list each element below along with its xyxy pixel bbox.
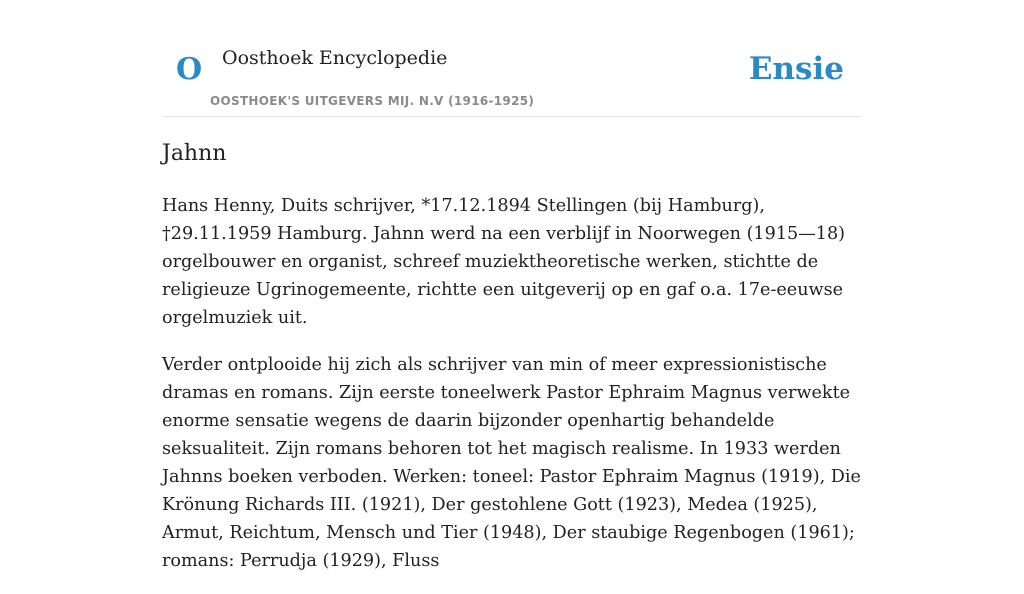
article-paragraph: Hans Henny, Duits schrijver, *17.12.1894 Stellingen (bij Hamburg), †29.11.1959 Hamburg. Jahnn werd na een verblijf in Noorwegen (1915—18) orgelbouwer en organist, schreef muziektheoretische werken, stichtte de religieuze Ugrinogemeente, richtte een uitgeverij op en gaf o.a. 17e-eeuwse orgelmuziek uit. — [162, 196, 846, 328]
brand-logo-link[interactable]: Ensie — [748, 51, 844, 87]
logo-icon[interactable]: O — [176, 52, 203, 87]
site-subtitle: OOSTHOEK'S UITGEVERS MIJ. N.V (1916-1925) — [210, 94, 535, 108]
article-body — [162, 192, 862, 594]
article-title: Jahnn — [162, 141, 227, 166]
site-header — [162, 0, 862, 117]
page-container — [162, 0, 862, 571]
site-title[interactable]: Oosthoek Encyclopedie — [222, 47, 448, 69]
article-paragraph: Verder ontplooide hij zich als schrijver van min of meer expressionistische dramas en romans. Zijn eerste toneelwerk Pastor Ephraim Magnus verwekte enorme sensatie wegens de daarin bijzonder openhartig behandelde seksualiteit. Zijn romans behoren tot het magisch realisme. In 1933 werden Jahnns boeken verboden. Werken: toneel: Pastor Ephraim Magnus (1919), Die Krönung Richards III. (1921), Der gestohlene Gott (1923), Medea (1925), Armut, Reichtum, Mensch und Tier (1948), Der staubige Regenbogen (1961); romans: Perrudja (1929), Fluss — [162, 355, 861, 571]
